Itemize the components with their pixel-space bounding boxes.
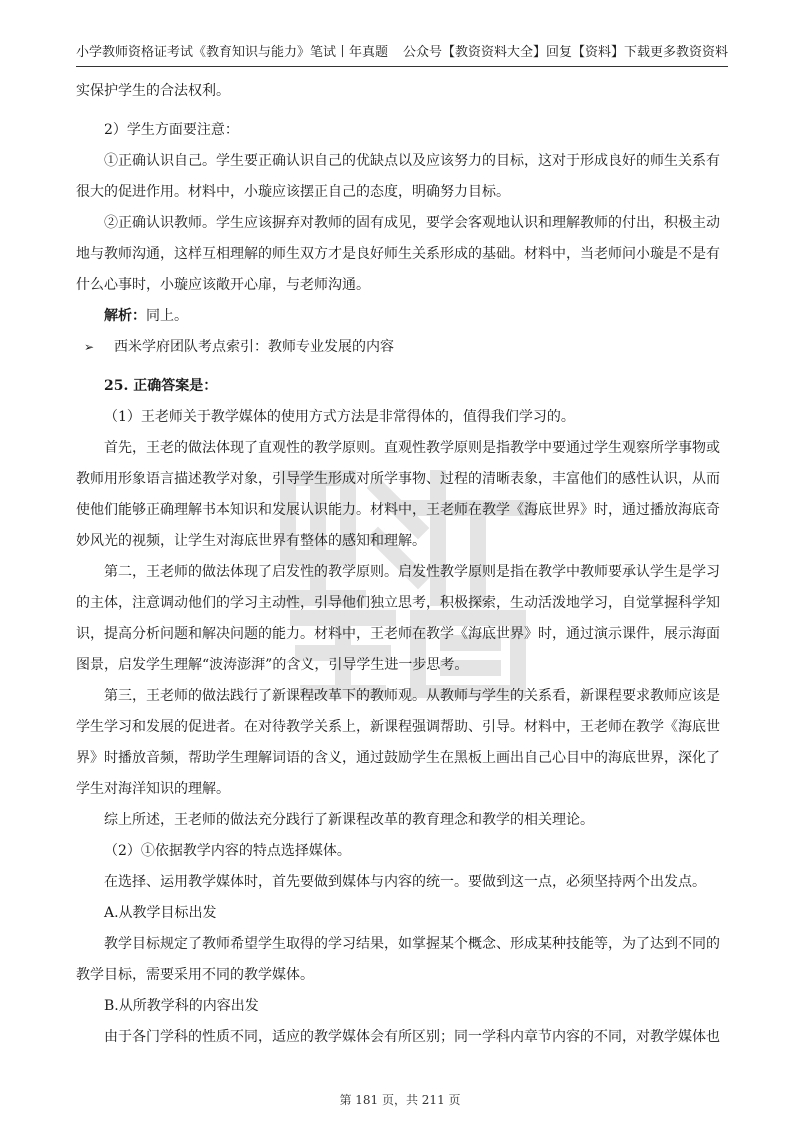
arrow-bullet-icon: ➢ — [84, 340, 95, 354]
page-header — [76, 40, 728, 67]
paragraph-line: ①正确认识自己。学生要正确认识自己的优缺点以及应该努力的目标，这对于形成良好的师生关系有 — [104, 153, 720, 169]
paragraph-line: 第三，王老师的做法践行了新课程改革下的教师观。从教师与学生的关系看，新课程要求教师应该是 — [104, 688, 720, 704]
paragraph-line: 学生对海洋知识的理解。 — [76, 781, 230, 797]
index-text: 西米学府团队考点索引：教师专业发展的内容 — [114, 339, 394, 355]
analysis-line — [76, 301, 728, 332]
paragraph-line: 由于各门学科的性质不同，适应的教学媒体会有所区别；同一学科内章节内容的不同，对教学媒体也 — [104, 1029, 720, 1045]
paragraph-line: 使他们能够正确理解书本知识和发展认识能力。材料中，王老师在教学《海底世界》时，通过播放海底奇 — [76, 502, 720, 518]
paragraph-line: 地与教师沟通，这样互相理解的师生双方才是良好师生关系形成的基础。材料中，当老师问小璇是不是有 — [76, 246, 720, 262]
paragraph-line: 教学目标，需要采用不同的教学媒体。 — [76, 967, 314, 983]
paragraph-line: 综上所述，王老师的做法充分践行了新课程改革的教育理念和教学的相关理论。 — [104, 812, 594, 828]
page-number: 第 181 页，共 211 页 — [339, 1093, 461, 1107]
paragraph-line: 图景，启发学生理解“波涛澎湃”的含义，引导学生进一步思考。 — [76, 657, 469, 673]
question-heading: 25. 正确答案是： — [104, 378, 218, 394]
paragraph-line: 2）学生方面要注意： — [104, 122, 239, 138]
header-promo: 公众号【教资资料大全】回复【资料】下载更多教资资料 — [402, 45, 728, 60]
paragraph-line: 界》时播放音频，帮助学生理解词语的含义，通过鼓励学生在黑板上画出自己心目中的海底世界，深化了 — [76, 750, 720, 766]
paragraph-line: ②正确认识教师。学生应该摒弃对教师的固有成见，要学会客观地认识和理解教师的付出，积极主动 — [104, 215, 720, 231]
paragraph-line: 在选择、运用教学媒体时，首先要做到媒体与内容的统一。要做到这一点，必须坚持两个出发点。 — [104, 874, 706, 890]
header-title: 小学教师资格证考试《教育知识与能力》笔试丨年真题 — [76, 45, 389, 60]
document-body — [76, 76, 728, 1053]
paragraph-line: 妙风光的视频，让学生对海底世界有整体的感知和理解。 — [76, 533, 426, 549]
subheading: A.从教学目标出发 — [104, 905, 217, 921]
paragraph-line: 教师用形象语言描述教学对象，引导学生形成对所学事物、过程的清晰表象，丰富他们的感性认识，从而 — [76, 471, 720, 487]
analysis-text: 同上。 — [146, 308, 188, 324]
paragraph-line: 实保护学生的合法权利。 — [76, 83, 230, 99]
analysis-label: 解析： — [104, 308, 146, 324]
paragraph-line: 的主体，注意调动他们的学习主动性，引导他们独立思考，积极探索，生动活泼地学习，自觉掌握科学知 — [76, 595, 720, 611]
paragraph-line: 识，提高分析问题和解决问题的能力。材料中，王老师在教学《海底世界》时，通过演示课件，展示海面 — [76, 626, 720, 642]
paragraph-line: （2）①依据教学内容的特点选择媒体。 — [104, 843, 351, 859]
paragraph-line: 学生学习和发展的促进者。在对待教学关系上，新课程强调帮助、引导。材料中，王老师在教学《海底世 — [76, 719, 720, 735]
paragraph-line: （1）王老师关于教学媒体的使用方式方法是非常得体的，值得我们学习的。 — [104, 409, 575, 425]
paragraph-line: 第二，王老师的做法体现了启发性的教学原则。启发性教学原则是指在教学中教师要承认学生是学习 — [104, 564, 720, 580]
paragraph-line: 教学目标规定了教师希望学生取得的学习结果，如掌握某个概念、形成某种技能等，为了达到不同的 — [104, 936, 720, 952]
paragraph-line: 首先，王老的做法体现了直观性的教学原则。直观性教学原则是指教学中要通过学生观察所学事物或 — [104, 440, 720, 456]
paragraph-line: 什么心事时，小璇应该敞开心扉，与老师沟通。 — [76, 277, 370, 293]
index-bullet — [76, 332, 728, 363]
subheading: B.从所教学科的内容出发 — [104, 998, 259, 1014]
paragraph-line: 很大的促进作用。材料中，小璇应该摆正自己的态度，明确努力目标。 — [76, 184, 510, 200]
